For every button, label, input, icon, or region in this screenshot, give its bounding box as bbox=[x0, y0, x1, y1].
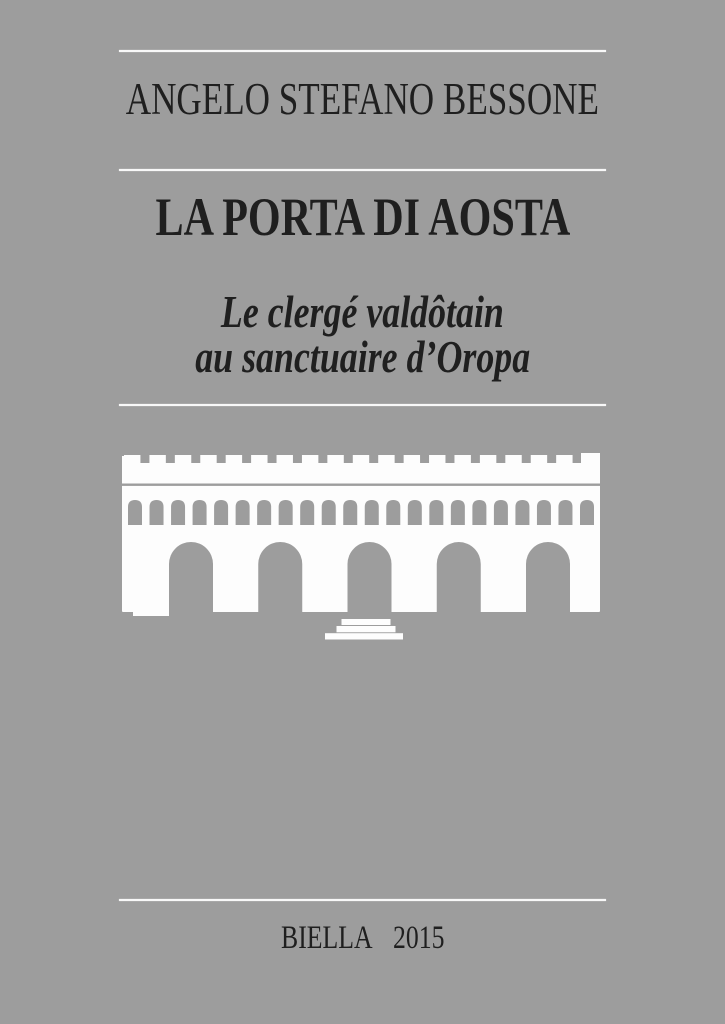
author-name-text: ANGELO STEFANO BESSONE bbox=[125, 74, 600, 124]
book-title bbox=[0, 187, 725, 247]
author-name bbox=[0, 74, 725, 124]
porta-arcade-illustration bbox=[122, 450, 600, 646]
imprint bbox=[0, 922, 725, 955]
divider-line-under-author bbox=[119, 169, 606, 171]
imprint-text: BIELLA 2015 bbox=[280, 920, 445, 956]
divider-line-above-illustration bbox=[119, 404, 606, 406]
book-title-text: LA PORTA DI AOSTA bbox=[155, 187, 570, 247]
book-subtitle bbox=[0, 286, 725, 382]
subtitle-line-1: Le clergé valdôtain bbox=[221, 286, 504, 337]
subtitle-line-2: au sanctuaire d’Oropa bbox=[195, 331, 530, 382]
divider-line-bottom bbox=[119, 899, 606, 901]
divider-line-top bbox=[119, 50, 606, 52]
